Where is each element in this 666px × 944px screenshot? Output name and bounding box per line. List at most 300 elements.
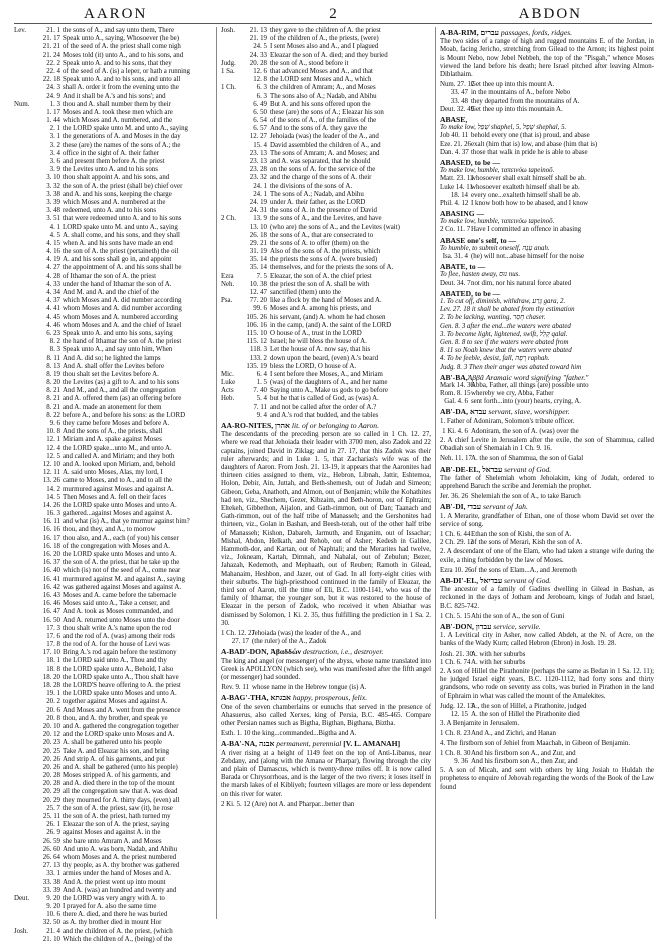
verse-text: the king...commanded...Bigtha and A. xyxy=(252,730,357,738)
verse-text: (the ruler) of the A., Zadok xyxy=(252,638,327,646)
book-abbrev: 2 Ch. xyxy=(221,215,236,223)
verse-ref: 1 Ch. 8. 23 xyxy=(440,730,471,738)
verse-text: and called A. and Miriam; and they both xyxy=(63,452,175,460)
book-abbrev: Psa. xyxy=(221,297,233,305)
verse-ref: 10. 8 xyxy=(46,428,60,436)
reference-line xyxy=(14,756,212,764)
verse-text: and A. died there in the top of the mount xyxy=(63,780,175,788)
verse-text: Moses and A. came before the tabernacle xyxy=(63,591,177,599)
verse-text: the LORD spake...unto M., and unto A. xyxy=(63,444,172,452)
verse-ref: 115. 12 xyxy=(246,338,267,346)
entry-headword xyxy=(440,116,654,124)
headword: A-BA-RIM, xyxy=(440,28,479,37)
original-word: עבדא xyxy=(468,407,489,417)
column-divider xyxy=(435,27,436,919)
definition-line: To make low, humble, ταπεινόω tapeinoō. xyxy=(440,218,555,226)
book-abbrev: Josh. xyxy=(221,27,235,34)
reference-line xyxy=(221,273,431,281)
verse-text: thou shalt write A.'s name upon the rod xyxy=(63,624,172,632)
verse-text: and the charge of the sons of A. their xyxy=(270,174,372,182)
verse-text: all the congregation saw that A. was dead xyxy=(63,788,178,796)
verse-text: she bare unto Amram A. and Moses xyxy=(63,837,162,845)
definition-line: To make low, humble, ταπεινόω tapeinoō. xyxy=(440,167,555,175)
reference-line xyxy=(14,600,212,608)
verse-text: the children of Amram; A., and Moses xyxy=(270,84,376,92)
verse-ref: 106. 16 xyxy=(246,321,267,329)
verse-text: and the rod of A. (was) among their rods xyxy=(63,632,175,640)
verse-ref: 8. 21 xyxy=(46,395,60,403)
original-word: עבדיאל xyxy=(478,576,505,586)
verse-ref: 14. 2 xyxy=(46,485,60,493)
verse-ref: 22. 18 xyxy=(42,76,60,84)
reference-line xyxy=(221,322,431,330)
verse-text: Shelemiah the son of A., to take Baruch xyxy=(471,493,581,501)
verse-text: Eleazar the son of A. the priest, saying xyxy=(63,821,170,829)
reference-line xyxy=(14,142,212,150)
verse-text: But A. and his sons offered upon the xyxy=(270,100,371,108)
entry-body: 5. A son of Micah, and sent with others by king Josiah to Huldah the prophetess to enquire of Jehovah regarding the words of the Book of the Law found xyxy=(440,767,654,791)
reference-line xyxy=(221,68,431,76)
entry-body: 1. Father of Adoniram, Solomon's tribute officer. xyxy=(440,417,575,425)
book-abbrev: Lev. xyxy=(14,27,26,34)
verse-text: under the hand of Ithamar the son of A. xyxy=(63,280,172,288)
verse-text: I prayed for A. also the same time xyxy=(63,903,157,911)
verse-text: thou shalt appoint A. and his sons, and xyxy=(63,174,170,182)
verse-ref: 9. 4 xyxy=(256,411,267,419)
entry-headword xyxy=(440,577,654,585)
verse-text: Then Moses and A. fell on their faces xyxy=(63,493,167,501)
reference-line xyxy=(14,510,212,518)
verse-ref: 33. 39 xyxy=(42,886,60,894)
reference-line xyxy=(221,730,431,738)
verse-text: And A. returned unto Moses unto the door xyxy=(63,616,180,624)
book-abbrev: Judg. xyxy=(221,59,236,67)
verse-ref: 3. 4 xyxy=(49,149,60,157)
verse-ref: 3. 51 xyxy=(46,215,60,223)
verse-text: the LORD said unto A., Thou and thy xyxy=(63,657,167,665)
verse-text: David assembled the children of A., and xyxy=(270,141,381,149)
reference-line xyxy=(440,382,654,390)
verse-text: A. shall be gathered unto his people xyxy=(63,739,162,747)
verse-ref: 9. 36 xyxy=(454,757,468,765)
headword-definition: Ἀββᾶ Aramaic word signifying "father." xyxy=(467,372,589,382)
reference-line xyxy=(440,132,654,140)
definition-line: 3. To become light, lightened, swift, קָלַל qalal. xyxy=(440,330,568,338)
verse-ref: 20. 28 xyxy=(42,772,60,780)
reference-line xyxy=(14,936,212,944)
book-abbrev: Heb. xyxy=(221,395,235,403)
verse-text: was gathered against Moses and against A. xyxy=(63,583,182,591)
verse-text: down upon the beard, (even) A.'s beard xyxy=(270,354,379,362)
verse-ref: 22. 2 xyxy=(46,59,60,67)
verse-text: thou and A. shall number them by their xyxy=(63,100,171,108)
verse-ref: 12. 15 xyxy=(450,711,468,718)
verse-text: And A. took as Moses commanded, and xyxy=(63,608,173,616)
verse-ref: 26. 60 xyxy=(42,845,60,853)
verse-text: Eleazar, the son of A. the chief priest xyxy=(270,272,372,280)
verse-ref: 16. 43 xyxy=(42,591,60,599)
reference-line xyxy=(14,125,212,133)
reference-line xyxy=(14,617,212,625)
verse-text: the sons of A. in the presence of David xyxy=(270,207,377,215)
reference-line xyxy=(14,846,212,854)
reference-line xyxy=(221,314,431,322)
book-abbrev: Mic. xyxy=(221,370,234,378)
verse-text: Moses stripped A. of his garments, and xyxy=(63,772,171,780)
verse-text: but he that is called of God, as (was) A. xyxy=(270,395,379,403)
verse-text: and A. gathered the congregation together xyxy=(63,722,179,730)
headword: AB'-DI, xyxy=(440,502,466,512)
verse-text: (was) of the daughters of A., and her name xyxy=(270,379,388,387)
headword: ABASE one's self, to — xyxy=(440,235,517,245)
reference-line xyxy=(440,200,654,208)
verse-text: murmured against M. and against A., saying xyxy=(63,575,185,583)
reference-line xyxy=(221,60,431,68)
reference-line xyxy=(221,166,431,174)
book-abbrev: Acts xyxy=(221,387,234,395)
verse-text: the LORD spake unto Moses and unto A. xyxy=(63,690,177,698)
reference-line xyxy=(14,322,212,330)
verse-ref: 8. 20 xyxy=(46,379,60,387)
book-abbrev: Josh. xyxy=(14,927,28,935)
verse-text: the generations of A. and Moses in the day xyxy=(63,133,181,141)
verse-text: the divisions of the sons of A. xyxy=(270,182,353,190)
verse-ref: Judg. 12. 13 xyxy=(440,702,474,710)
original-word: עבדון xyxy=(473,622,494,632)
reference-line xyxy=(14,453,212,461)
verse-text: Speak unto A. and unto his sons, saying xyxy=(63,329,173,337)
verse-text: which (is) not of the seed of A., come near xyxy=(63,567,181,575)
verse-text: And M. and A. and the chief of the xyxy=(63,289,160,296)
reference-line xyxy=(14,207,212,215)
verse-text: whosoever shall exalt himself shall be ab. xyxy=(471,175,587,183)
verse-text: and A. offered them (as) an offering before xyxy=(63,395,182,403)
verse-ref: 18. 28 xyxy=(42,682,60,689)
verse-ref: 8. 21 xyxy=(46,387,60,395)
verse-ref: 20. 2 xyxy=(46,698,60,706)
reference-line xyxy=(221,191,431,199)
book-abbrev: 1 Ch. xyxy=(221,84,236,92)
reference-line xyxy=(14,355,212,363)
reference-line xyxy=(14,109,212,117)
headword: ABATED, to be — xyxy=(440,288,501,298)
verse-ref: 24. 5 xyxy=(253,43,267,51)
reference-line xyxy=(14,838,212,846)
verse-text: and the LORD spake unto Moses and A. xyxy=(63,731,175,739)
verse-text: the LORD sent Moses and A., which xyxy=(270,76,372,84)
book-abbrev: 1 Sa. xyxy=(221,67,235,75)
verse-text: Speak unto A., saying, Whosoever (he be) xyxy=(63,35,180,43)
reference-line xyxy=(14,739,212,747)
verse-ref: 4. 41 xyxy=(46,305,60,313)
definition-line: To humble, to submit oneself, עָנָה anah. xyxy=(440,244,550,252)
verse-text: exalt (him that is) low, and abase (him that is) xyxy=(471,140,598,148)
verse-text: Moses said unto A., Take a censer, and xyxy=(63,600,170,608)
verse-text: the son of A. the priest (pertaineth) the oil xyxy=(63,248,179,256)
verse-ref: 1 Ch. 6. 44 xyxy=(440,531,471,539)
reference-line xyxy=(14,854,212,862)
reference-line xyxy=(221,264,431,272)
verse-ref: 26. 1 xyxy=(46,821,60,829)
verse-ref: 23. 32 xyxy=(249,174,267,182)
reference-line xyxy=(14,150,212,158)
reference-line xyxy=(14,264,212,272)
verse-ref: 4. 16 xyxy=(46,248,60,256)
verse-text: And unto A. was born, Nadab, and Abihu xyxy=(63,845,178,853)
verse-ref: 19. 1 xyxy=(46,690,60,698)
verse-text: And to the sons of A. they gave the xyxy=(270,125,368,133)
verse-text: Let the house of A. now say, that his xyxy=(270,346,371,354)
reference-line xyxy=(14,297,212,305)
verse-ref: 33. 38 xyxy=(42,878,60,886)
reference-line xyxy=(221,101,431,109)
verse-text: LORD spake unto M. and unto A., saying xyxy=(63,223,178,231)
definition-line: 2. To be lacking, wanting, חָסֵר chaser. xyxy=(440,314,546,322)
verse-text: under A. their father, as the LORD xyxy=(270,198,366,206)
verse-ref: 4. 15 xyxy=(46,239,60,247)
entry-body: The ancestor of a family of Gadites dwelling in Gilead in Bashan, as reckoned in the days of Jotham and Jeroboam, kings of Judah and Israel, B.C. 825-742. xyxy=(440,586,654,610)
verse-ref: 25. 7 xyxy=(46,804,60,812)
verse-text: and present them before A. the priest xyxy=(63,158,165,165)
verse-ref: 4. 28 xyxy=(46,272,60,280)
reference-line xyxy=(14,641,212,649)
verse-text: together against Moses and against A. xyxy=(63,698,168,706)
verse-ref: 4. 5 xyxy=(49,231,60,239)
verse-text: (Are) not A. and Pharpar...better than xyxy=(252,800,355,808)
page-number: 2 xyxy=(329,6,337,22)
reference-line xyxy=(14,551,212,559)
verse-text: the LORD'S heave offering to A. the priest xyxy=(63,682,181,689)
verse-ref: 2 Co. 11. 7 xyxy=(440,226,471,234)
column-2 xyxy=(221,27,431,919)
reference-line xyxy=(14,494,212,502)
reference-line xyxy=(440,226,654,234)
verse-ref: 24. 33 xyxy=(249,51,267,59)
verse-ref: 24. 1 xyxy=(253,190,267,198)
reference-line xyxy=(14,813,212,821)
verse-ref: 1 Ki. 4. 6 xyxy=(442,427,468,435)
reference-line xyxy=(14,567,212,575)
verse-text: The sons also of A.; Nadab, and Abihu xyxy=(270,92,377,100)
entry-headword xyxy=(440,210,654,218)
verse-ref: 18. 8 xyxy=(46,665,60,673)
reference-line xyxy=(221,27,431,35)
verse-ref: 4. 27 xyxy=(46,264,60,272)
verse-ref: 29. 21 xyxy=(249,239,267,247)
verse-text: Moses told (it) unto A., and to his sons, and xyxy=(63,51,184,59)
verse-ref: 8. 3 xyxy=(49,346,60,354)
entry-body: The two sides of a range of high and rugged mountains E. of the Jordan, in Moab, facing Jericho, stretching from Gilead to the Arnon; its highest point is Mount Nebo, now Jebel Nebbeh, the top of the "Pisgah," whence Moses viewed the land before his death; here Israel pitched after leaving Almon-Diblathaim. xyxy=(440,38,654,79)
verse-text: the hand of Ithamar the son of A. the priest xyxy=(63,338,182,346)
reference-line xyxy=(221,387,431,395)
verse-text: whom Moses and A. the priest numbered xyxy=(63,853,177,861)
verse-ref: 9. 20 xyxy=(46,894,60,902)
reference-line xyxy=(14,256,212,264)
verse-text: whosoever exalteth himself shall be ab. xyxy=(471,183,580,191)
verse-text: And his firstborn son A., and Zur, and xyxy=(471,749,576,757)
reference-line xyxy=(221,52,431,60)
verse-ref: 7. 40 xyxy=(253,387,267,395)
reference-line xyxy=(14,436,212,444)
verse-text: in the mountains of A., before Nebo xyxy=(471,89,571,97)
reference-line xyxy=(221,158,431,166)
verse-ref: 20. 26 xyxy=(42,763,60,771)
reference-line xyxy=(440,175,654,183)
reference-line xyxy=(14,445,212,453)
reference-line xyxy=(221,371,431,379)
verse-text: on the sons of A. for the service of the xyxy=(270,166,376,174)
verse-ref: 17. 8 xyxy=(46,641,60,649)
reference-line xyxy=(440,106,654,114)
reference-line xyxy=(440,711,654,719)
verse-ref: 21. 19 xyxy=(249,35,267,43)
verse-ref: 12. 8 xyxy=(253,76,267,84)
reference-line xyxy=(14,191,212,199)
reference-line xyxy=(14,748,212,756)
reference-line xyxy=(14,420,212,428)
reference-line xyxy=(221,363,431,371)
reference-line xyxy=(221,379,431,387)
verse-text: Israel; he will bless the house of A. xyxy=(270,338,367,346)
verse-ref: 33. 47 xyxy=(450,89,468,97)
verse-ref: 6. 54 xyxy=(253,117,267,125)
verse-text: Moses and A. among his priests, and xyxy=(270,305,372,313)
reference-line xyxy=(221,76,431,84)
reference-line xyxy=(14,649,212,657)
verse-ref: 77. 20 xyxy=(249,297,267,305)
verse-text: office in the sight of A. their father xyxy=(63,149,159,157)
reference-line xyxy=(221,338,431,346)
headword-definition: servant, slave, worshipper. xyxy=(488,407,570,417)
reference-line xyxy=(221,43,431,51)
verse-ref: 1. 3 xyxy=(49,100,60,108)
verse-ref: 14. 5 xyxy=(46,493,60,501)
reference-line xyxy=(440,758,654,766)
reference-line xyxy=(14,346,212,354)
reference-line xyxy=(221,142,431,150)
verse-text: which Moses and A. did number according xyxy=(63,297,182,305)
verse-text: thy people, as A. thy brother was gathered xyxy=(63,862,180,870)
verse-text: and the children of A. the priest, (which xyxy=(63,927,173,935)
verse-text: And A. did so; he lighted the lamps xyxy=(63,354,161,362)
verse-ref: 16. 47 xyxy=(42,608,60,616)
verse-ref: 17. 10 xyxy=(42,649,60,657)
headword: ABASE, xyxy=(440,114,468,124)
reference-line xyxy=(221,109,431,117)
reference-line xyxy=(14,887,212,895)
verse-text: the sons of A., and the Levites, and have xyxy=(270,215,382,223)
entry-references xyxy=(221,630,431,646)
reference-line xyxy=(14,395,212,403)
reference-line xyxy=(221,224,431,232)
headword: AB'-DA, xyxy=(440,407,469,417)
verse-text: (he) will not...abase himself for the noise xyxy=(471,253,585,261)
verse-ref: 20. 10 xyxy=(42,722,60,730)
verse-text: and A. shall be gathered (unto his people) xyxy=(63,763,178,771)
headword: AB'-DON, xyxy=(440,622,474,632)
verse-ref: 115. 10 xyxy=(246,329,267,337)
verse-text: the sons of A., and say unto them, There xyxy=(63,27,175,34)
headword-definition: servant of Jah. xyxy=(482,502,528,512)
verse-text: Bring A.'s rod again before the testimony xyxy=(63,649,177,657)
entry-body: One of the seven chamberlains or eunuchs that served in the presence of Ahasuerus, also called Xerxes, king of Persia, B.C. 485-465. Compare other Persian names such as Bigtha, Bigthan, Bigthana, Biztha. xyxy=(221,703,431,728)
verse-ref: 21. 10 xyxy=(42,935,60,943)
verse-text: A. said unto Moses, Alas, my lord, I xyxy=(63,469,163,477)
entry-headword: A-BAG'-THA, אבגתא happy, prosperous, felix. xyxy=(221,693,368,703)
reference-line xyxy=(14,576,212,584)
reference-line xyxy=(14,862,212,870)
reference-line xyxy=(14,788,212,796)
verse-ref: 13. 26 xyxy=(42,477,60,485)
definition-line: To make low, שָׁפֵל shaphel, 5, שָׁפָל shephal, 5. xyxy=(440,124,567,132)
verse-text: like a flock by the hand of Moses and A. xyxy=(270,297,382,305)
verse-ref: Mark 14. 36 xyxy=(440,381,474,389)
verse-ref: 9. 6 xyxy=(49,420,60,427)
verse-ref: 23. 13 xyxy=(249,149,267,157)
verse-ref: 16. 18 xyxy=(42,542,60,550)
reference-line xyxy=(14,821,212,829)
verse-ref: 1 Ch. 6. 74 xyxy=(440,658,471,666)
verse-text: Ahi the son of A., the son of Guni xyxy=(471,612,565,620)
verse-ref: 13. 10 xyxy=(249,223,267,231)
reference-line xyxy=(14,248,212,256)
verse-text: Get thee up into this mount A. xyxy=(471,81,555,89)
reference-line xyxy=(14,535,212,543)
verse-text: Speak unto A., and say unto him, When xyxy=(63,346,173,354)
verse-text: and A.'s rod that budded, and the tables xyxy=(270,411,379,419)
verse-text: the sons of A., that are consecrated to xyxy=(270,231,374,239)
verse-ref: 3. 10 xyxy=(46,174,60,182)
verse-ref: 5. 4 xyxy=(256,395,267,403)
verse-text: came to Moses, and to A., and to all the xyxy=(63,477,173,485)
verse-ref: 8. 13 xyxy=(46,362,60,370)
reference-line xyxy=(14,35,212,43)
reference-line xyxy=(221,395,431,403)
reference-line xyxy=(14,117,212,125)
verse-text: and A. made an atonement for them xyxy=(63,403,162,411)
reference-line xyxy=(14,404,212,412)
book-abbrev: Deut. xyxy=(14,894,30,902)
verse-text: And strip A. of his garments, and put xyxy=(63,755,166,763)
verse-ref: 20. 25 xyxy=(42,747,60,755)
reference-line xyxy=(221,117,431,125)
verse-text: Speak unto A. and to his sons, that they xyxy=(63,59,172,67)
verse-text: the priests the sons of A. (were busied) xyxy=(270,256,378,264)
verse-ref: 35. 14 xyxy=(249,256,267,264)
reference-line xyxy=(440,184,654,192)
verse-text: that were redeemed unto A. and to his sons xyxy=(63,215,182,223)
verse-text: and what (is) A., that ye murmur against him? xyxy=(63,518,190,526)
verse-text: Jehoiada (was) the leader of the A., and xyxy=(270,133,379,141)
entry-headword xyxy=(440,503,654,511)
verse-text: which Moses and A. numbered at the xyxy=(63,198,166,206)
verse-ref: 16. 41 xyxy=(42,575,60,583)
verse-ref: Rev. 9. 11 xyxy=(221,684,249,692)
reference-line xyxy=(221,801,431,809)
reference-line xyxy=(14,68,212,76)
verse-ref: 16. 42 xyxy=(42,583,60,591)
verse-ref: 20. 29 xyxy=(42,796,60,804)
verse-text: the LORD spake unto A., Behold, I also xyxy=(63,665,174,673)
column-3 xyxy=(440,27,654,919)
verse-text: they came before Moses and before A. xyxy=(63,420,170,427)
reference-line xyxy=(221,256,431,264)
verse-ref: 21. 1 xyxy=(46,27,60,34)
verse-text: The sons of A.; Nadab, and Abihu xyxy=(270,190,364,198)
headword-definition: servant of God. xyxy=(504,464,552,474)
reference-line xyxy=(440,567,654,575)
verse-ref: 21. 17 xyxy=(42,35,60,43)
